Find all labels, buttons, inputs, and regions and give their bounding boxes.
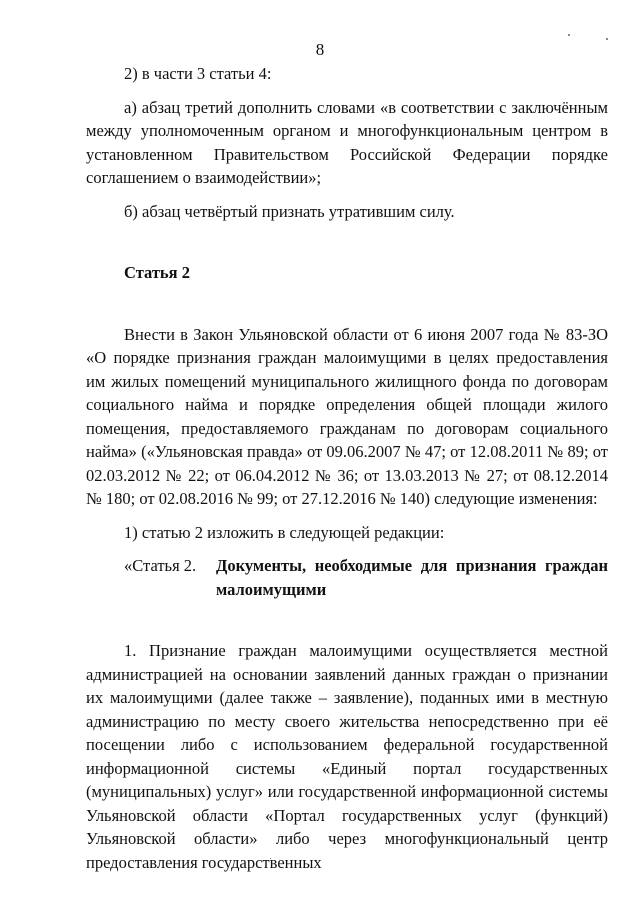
paragraph: а) абзац третий дополнить словами «в соответствии с заключённым между уполномоченным органом и многофункциональным центром в установленном Правительством Российской Федерации порядке соглашением о взаимодействии»; [86,97,608,187]
article-title: Документы, необходимые для признания граждан малоимущими [216,556,608,599]
scan-speck [606,38,608,40]
scan-speck [568,34,570,36]
paragraph: Внести в Закон Ульяновской области от 6 июня 2007 года № 83-ЗО «О порядке признания граждан малоимущими в целях предоставления им жилых помещений муниципального жилищного фонда по договорам социального найма и порядке определения общей площади жилого помещения, предоставляемого гражданам по договорам социального найма» («Ульяновская правда» от 09.06.2007 № 47; от 12.08.2011 № 89; от 02.03.2012 № 22; от 06.04.2012 № 36; от 13.03.2013 № 27; от 08.12.2014 № 180; от 02.08.2016 № 99; от 27.12.2016 № 140) следующие изменения: [86,324,608,508]
paragraph: б) абзац четвёртый признать утратившим силу. [124,201,455,221]
paragraph: 1. Признание граждан малоимущими осуществляется местной администрацией на основании заявлений данных граждан о признании их малоимущими (далее также – заявление), поданных ими в местную администрацию по месту своего жительства непосредственно при её посещении либо с использованием федеральной государственной информационной системы «Единый портал государственных (муниципальных) услуг» или государственной информационной системы Ульяновской области «Портал государственных услуг (функций) Ульяновской области» либо через многофункциональный центр предоставления государственных [86,641,608,872]
page-number: 8 [315,40,325,59]
article-heading: Статья 2 [124,263,190,282]
paragraph: 1) статью 2 изложить в следующей редакции: [124,522,445,542]
paragraph: 2) в части 3 статьи 4: [124,64,272,83]
article-title-prefix: «Статья 2. [124,556,197,575]
document-body [86,62,608,874]
article-title-block [86,554,608,601]
